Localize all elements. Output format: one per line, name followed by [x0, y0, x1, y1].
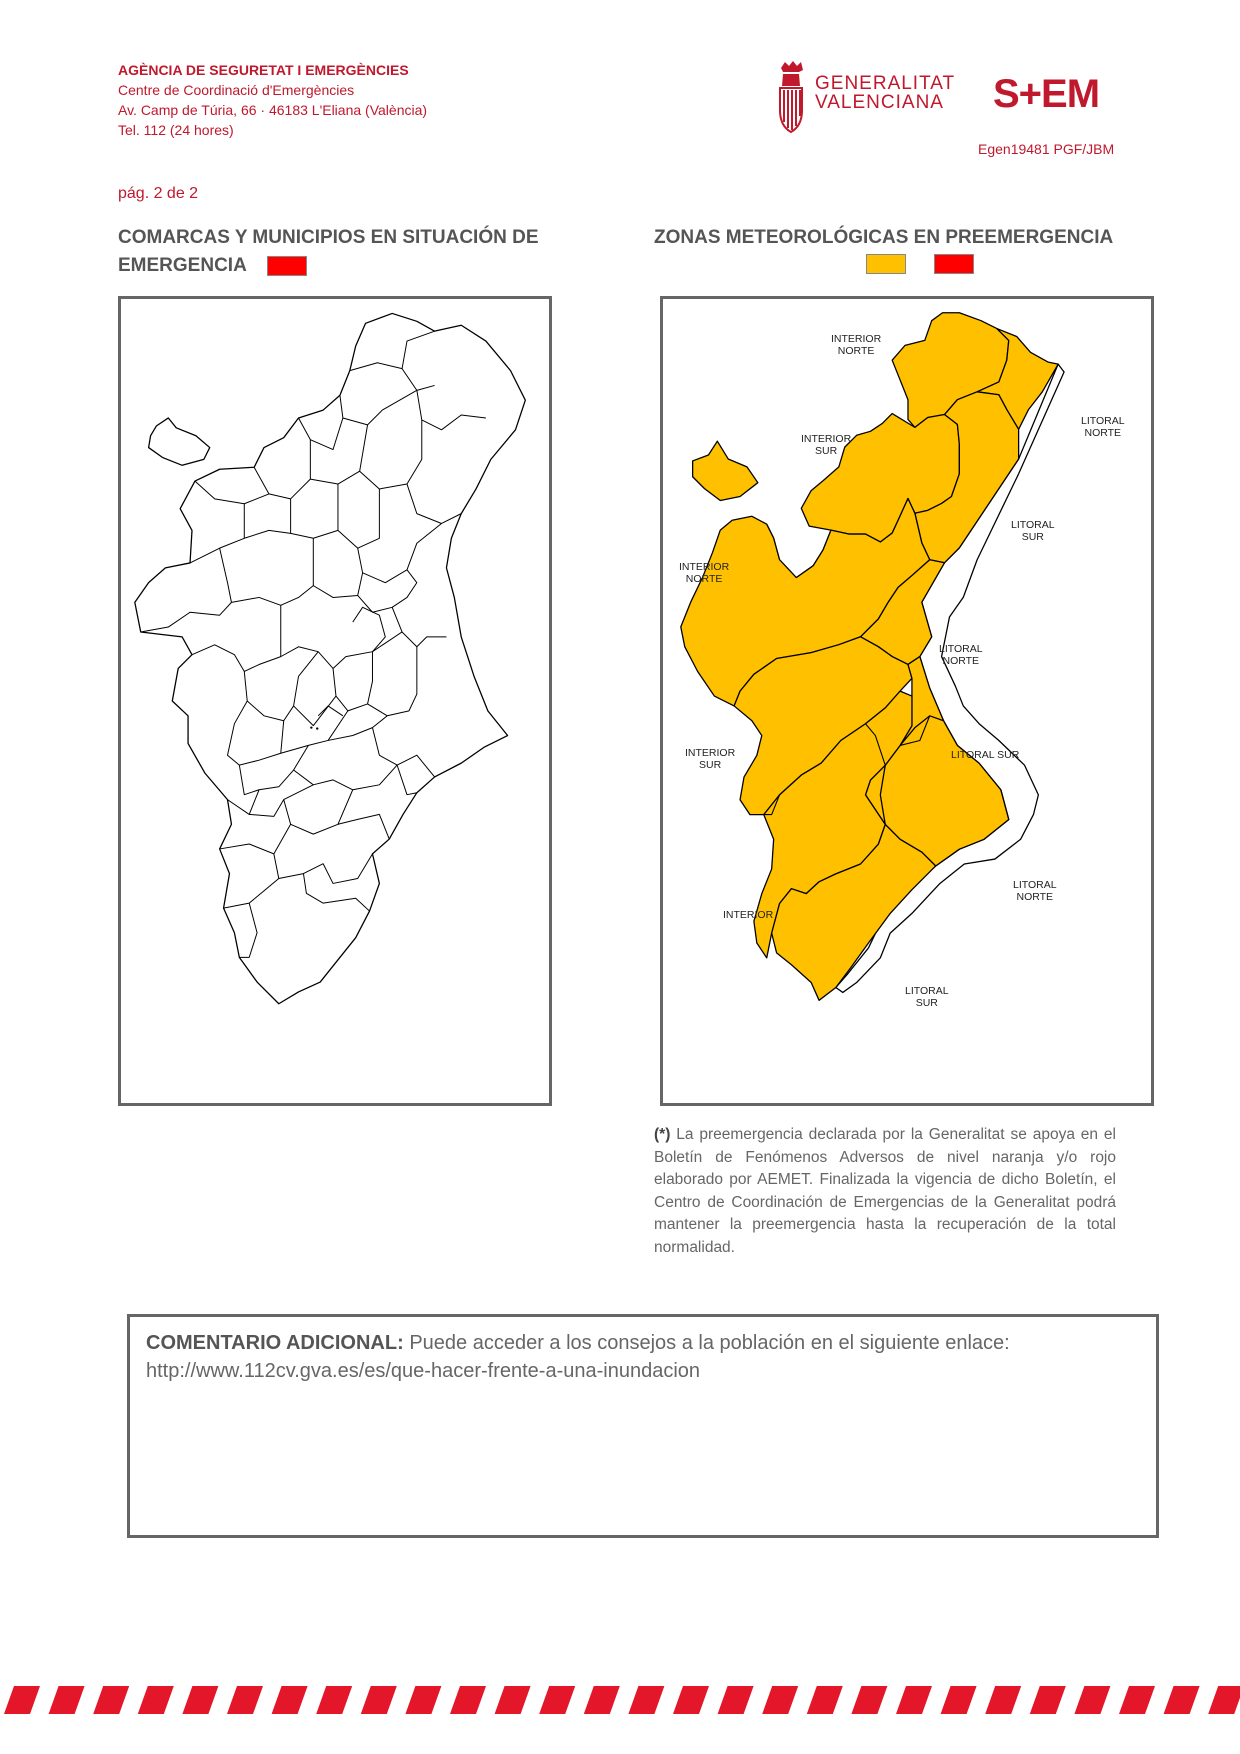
orange-legend-swatch — [866, 254, 906, 274]
island-outline — [149, 418, 210, 465]
footer-stripe — [361, 1686, 397, 1714]
additional-comment-box — [127, 1314, 1159, 1538]
footer-stripe — [49, 1686, 85, 1714]
footer-stripe — [272, 1686, 308, 1714]
zone-label: INTERIOR NORTE — [831, 333, 882, 357]
footer-stripe — [718, 1686, 754, 1714]
footer-stripe — [405, 1686, 441, 1714]
footer-stripe — [1164, 1686, 1200, 1714]
footer-stripe — [539, 1686, 575, 1714]
footer-stripe — [762, 1686, 798, 1714]
map-marker — [310, 726, 312, 728]
zone-label: LITORAL SUR — [951, 749, 1020, 761]
footer-stripe — [182, 1686, 218, 1714]
footer-stripe — [896, 1686, 932, 1714]
zone-label: INTERIOR SUR — [685, 747, 736, 771]
footer-stripe — [138, 1686, 174, 1714]
footer-stripe — [316, 1686, 352, 1714]
right-section-title: ZONAS METEOROLÓGICAS EN PREEMERGENCIA — [654, 227, 1114, 248]
footer-stripe — [851, 1686, 887, 1714]
gva-logo-text — [815, 74, 955, 112]
red-legend-swatch — [934, 254, 974, 274]
footer-stripe — [4, 1686, 40, 1714]
comment-text: Puede acceder a los consejos a la población en el siguiente enlace: — [409, 1332, 1010, 1354]
footer-stripe — [628, 1686, 664, 1714]
comment-label: COMENTARIO ADICIONAL: — [146, 1332, 404, 1354]
footer-stripe — [985, 1686, 1021, 1714]
footer-stripe — [93, 1686, 129, 1714]
footer-stripe — [1074, 1686, 1110, 1714]
page-number: pág. 2 de 2 — [118, 185, 199, 202]
note-text: La preemergencia declarada por la Generalitat se apoya en el Boletín de Fenómenos Adversos de nivel naranja y/o rojo elaborado por AEMET. Finalizada la vigencia de dicho Boletín, el Centro de Coordinación de Emergencias de la Generalitat podrá mantener la preemergencia hasta la recuperación de la total normalidad. — [654, 1126, 1116, 1256]
gva-emblem-icon — [775, 60, 807, 134]
gva-line2: VALENCIANA — [815, 92, 944, 113]
region-outline — [135, 313, 526, 1003]
preemergency-note — [654, 1124, 1116, 1259]
zone-label: LITORAL NORTE — [939, 643, 983, 667]
meteo-zones-map — [660, 296, 1154, 1106]
zone-label: LITORAL SUR — [1011, 519, 1055, 543]
agency-address: Av. Camp de Túria, 66 · 46183 L'Eliana (València) — [118, 102, 428, 118]
comarcas-map-svg — [121, 299, 549, 1103]
footer-stripe — [584, 1686, 620, 1714]
zone-label: INTERIOR — [723, 909, 774, 921]
footer-stripe — [227, 1686, 263, 1714]
zone-label: INTERIOR NORTE — [679, 561, 730, 585]
logos — [775, 60, 1115, 130]
agency-name: AGÈNCIA DE SEGURETAT I EMERGÈNCIES — [118, 62, 409, 78]
map-marker — [316, 727, 318, 729]
orange-zones — [681, 313, 1058, 1001]
zone-label: LITORAL SUR — [905, 985, 949, 1009]
agency-header — [118, 60, 427, 140]
footer-stripe — [807, 1686, 843, 1714]
gva-line1: GENERALITAT — [815, 73, 956, 94]
footer-stripe — [941, 1686, 977, 1714]
document-reference: Egen19481 PGF/JBM — [978, 141, 1115, 157]
advice-link[interactable]: http://www.112cv.gva.es/es/que-hacer-frente-a-una-inundacion — [146, 1360, 701, 1382]
left-title-text: COMARCAS Y MUNICIPIOS EN SITUACIÓN DE EMERGENCIA — [118, 227, 539, 276]
footer-stripe — [673, 1686, 709, 1714]
meteo-zones-svg — [663, 299, 1151, 1103]
zone-label: INTERIOR SUR — [801, 433, 852, 457]
zone-label: LITORAL NORTE — [1081, 415, 1125, 439]
footer-stripe — [1030, 1686, 1066, 1714]
footer-stripe — [1208, 1686, 1240, 1714]
footer-stripes — [0, 1686, 1240, 1716]
comarcas-map — [118, 296, 552, 1106]
footer-stripe — [1119, 1686, 1155, 1714]
preemergency-legend — [866, 254, 1002, 274]
agency-phone: Tel. 112 (24 hores) — [118, 122, 234, 138]
zone-island — [693, 441, 758, 500]
left-section-title — [118, 224, 578, 280]
sem-logo: S+EM — [993, 72, 1100, 116]
zone-label: LITORAL NORTE — [1013, 879, 1057, 903]
footer-stripe — [495, 1686, 531, 1714]
note-marker: (*) — [654, 1126, 671, 1143]
footer-stripe — [450, 1686, 486, 1714]
agency-center: Centre de Coordinació d'Emergències — [118, 82, 355, 98]
emergency-legend-swatch — [267, 256, 307, 276]
